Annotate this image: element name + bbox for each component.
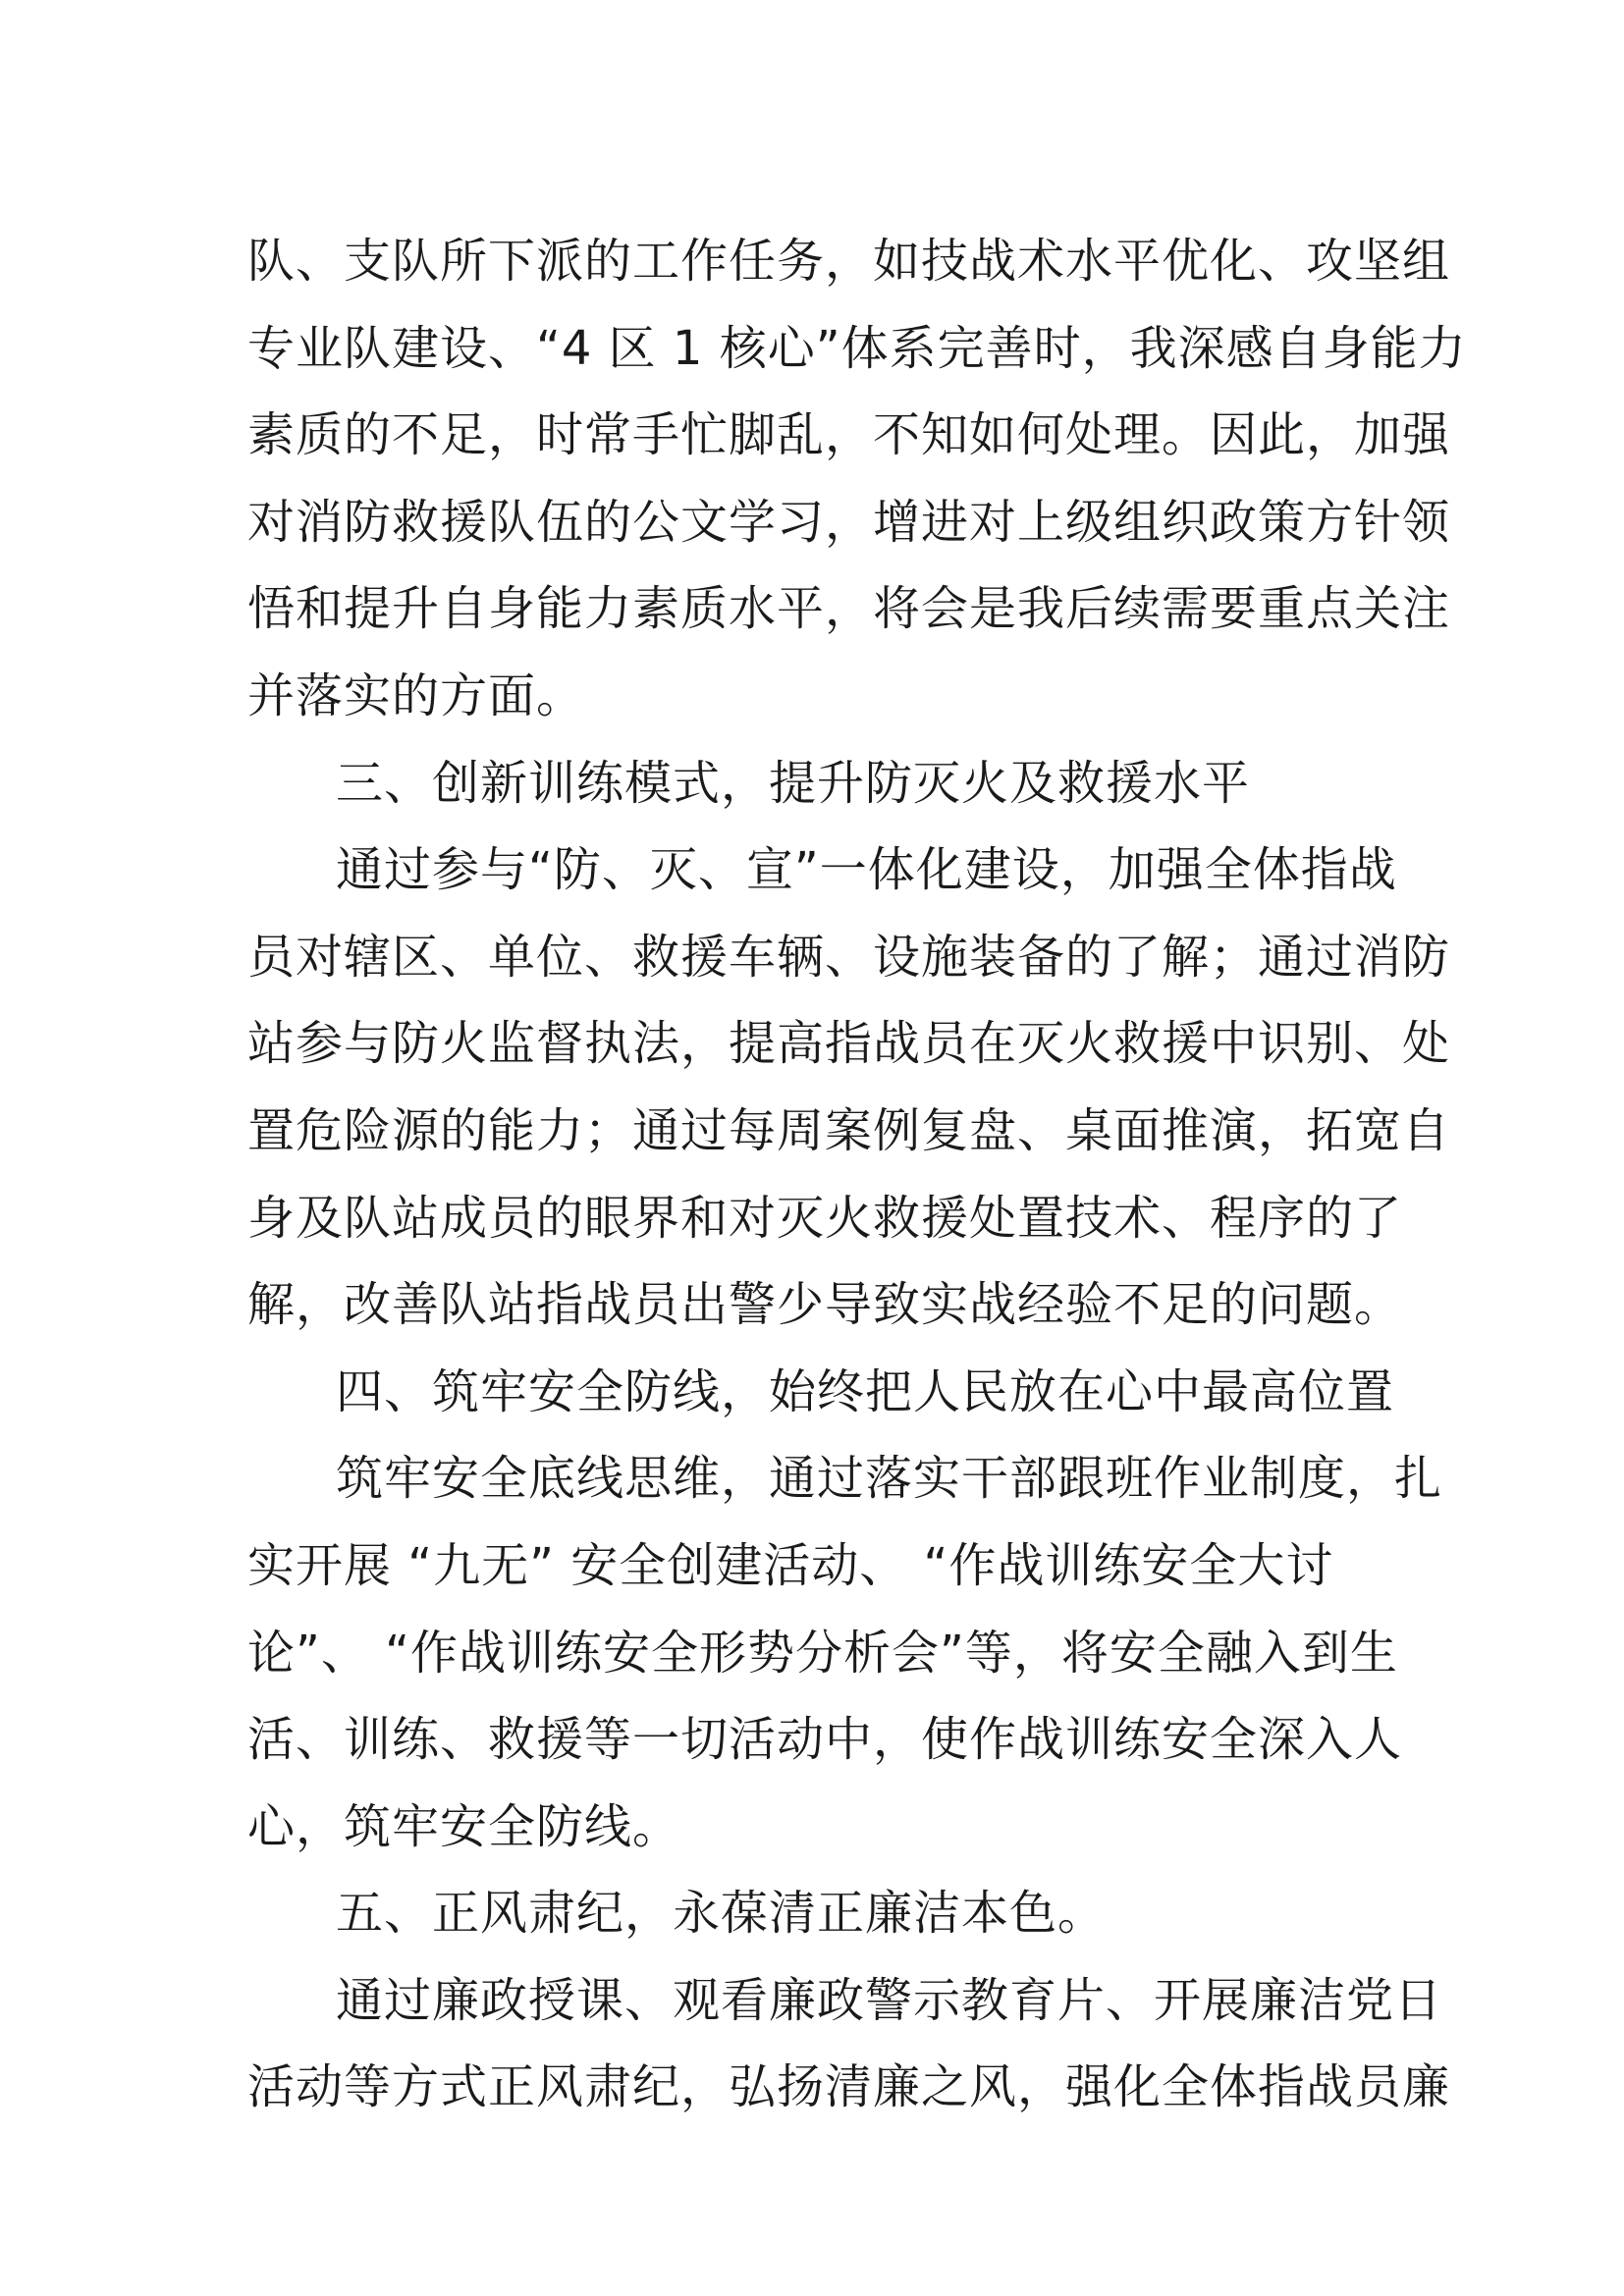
body-text: [247, 218, 1467, 2131]
text-line: 活、训练、救援等一切活动中，使作战训练安全深入人: [247, 1712, 1403, 1768]
text-line: 论”、 “作战训练安全形势分析会”等，将安全融入到生: [247, 1625, 1398, 1681]
text-line: 筑牢安全底线思维，通过落实干部跟班作业制度，扎: [336, 1451, 1443, 1507]
section-heading: 四、筑牢安全防线，始终把人民放在心中最高位置: [336, 1363, 1395, 1419]
text-line: 悟和提升自身能力素质水平，将会是我后续需要重点关注: [247, 581, 1451, 637]
text-line: 活动等方式正风肃纪，弘扬清廉之风，强化全体指战员廉: [247, 2059, 1451, 2115]
text-line: 队、支队所下派的工作任务，如技战术水平优化、攻坚组: [247, 234, 1451, 289]
text-line: 解，改善队站指战员出警少导致实战经验不足的问题。: [247, 1277, 1403, 1333]
text-line: 通过廉政授课、观看廉政警示教育片、开展廉洁党日: [336, 1972, 1443, 2028]
text-line: 并落实的方面。: [247, 667, 585, 723]
text-line: 通过参与“防、灭、宣”一体化建设，加强全体指战: [336, 842, 1397, 898]
text-line: 心，筑牢安全防线。: [247, 1798, 681, 1854]
text-line: 置危险源的能力；通过每周案例复盘、桌面推演，拓宽自: [247, 1102, 1451, 1158]
text-line: 对消防救援队伍的公文学习，增进对上级组织政策方针领: [247, 494, 1451, 550]
text-line: 身及队站成员的眼界和对灭火救援处置技术、程序的了: [247, 1190, 1403, 1246]
text-line: 素质的不足，时常手忙脚乱，不知如何处理。因此，加强: [247, 407, 1451, 463]
text-line: 实开展 “九无” 安全创建活动、 “作战训练安全大讨: [247, 1537, 1334, 1593]
text-line: 站参与防火监督执法，提高指战员在灭火救援中识别、处: [247, 1016, 1451, 1072]
text-line: 员对辖区、单位、救援车辆、设施装备的了解；通过消防: [247, 929, 1451, 985]
section-heading: 三、创新训练模式，提升防灭火及救援水平: [336, 755, 1251, 811]
section-heading: 五、正风肃纪，永葆清正廉洁本色。: [336, 1886, 1107, 1942]
text-line: 专业队建设、“4 区 1 核心”体系完善时，我深感自身能力: [247, 320, 1467, 376]
